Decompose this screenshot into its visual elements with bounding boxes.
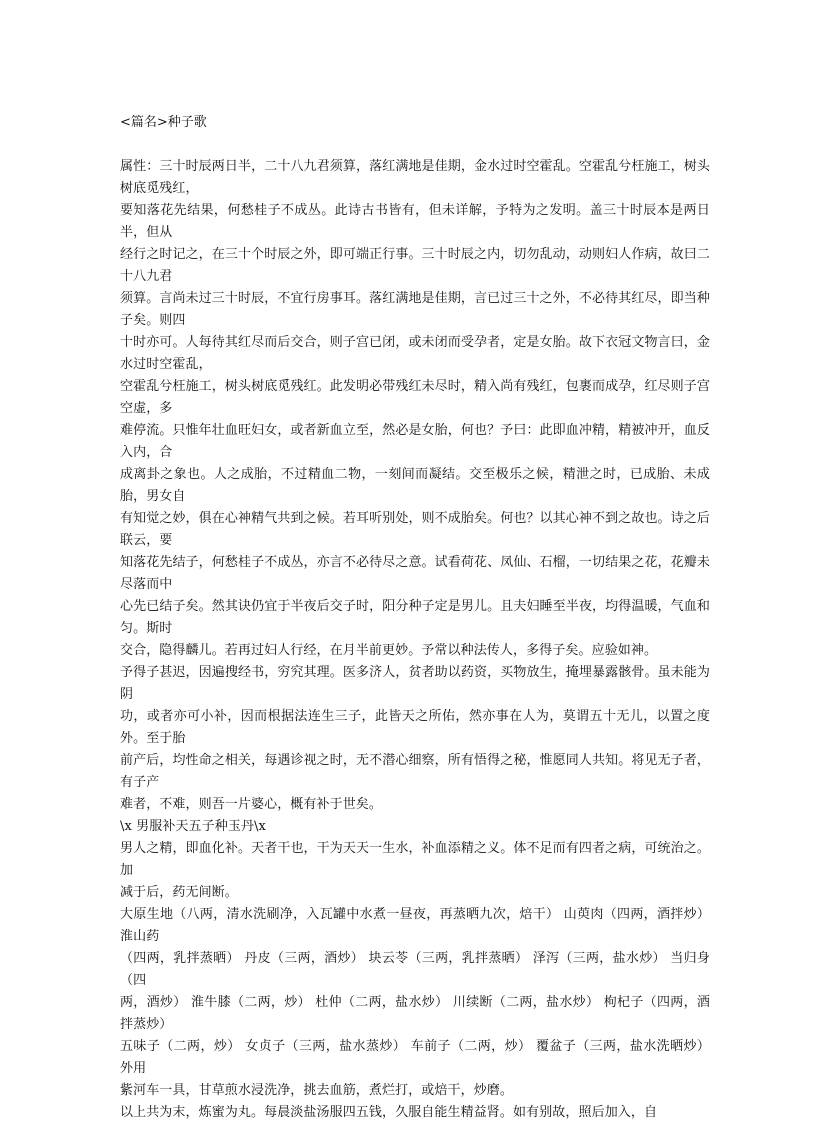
text-line: 难停流。只惟年壮血旺妇女，或者新血立至，然必是女胎，何也？予曰：此即血冲精，精被冲开，血反入内，合 xyxy=(120,423,710,460)
text-line: 前产后，均性命之相关，每遇诊视之时，无不潜心细察，所有悟得之秘，惟愿同人共知。将见无子者，有子产 xyxy=(120,753,710,790)
text-line: 经行之时记之，在三十个时辰之外，即可端正行事。三十时辰之内，切勿乱动，动则妇人作病，故曰二十八九君 xyxy=(120,247,710,284)
text-line: 减于后，药无间断。 xyxy=(120,885,238,900)
section-heading: \x 男服补天五子种玉丹\x xyxy=(120,819,266,834)
article-body xyxy=(120,156,710,1124)
text-line: 属性：三十时辰两日半，二十八九君须算，落红满地是佳期，金水过时空霍乱。空霍乱兮枉施工，树头树底觅残红， xyxy=(120,159,710,196)
text-line: 两，酒炒） 淮牛膝（二两，炒） 杜仲（二两，盐水炒） 川续断（二两，盐水炒） 枸杞子（四两，酒拌蒸炒） xyxy=(120,995,710,1032)
article-title: <篇名>种子歌 xyxy=(120,115,207,130)
text-line: 知落花先结子，何愁桂子不成丛，亦言不必待尽之意。试看荷花、凤仙、石榴，一切结果之花，花瓣未尽落而中 xyxy=(120,555,710,592)
text-line: 须算。言尚未过三十时辰，不宜行房事耳。落红满地是佳期，言已过三十之外，不必待其红尽，即当种子矣。则四 xyxy=(120,291,710,328)
document-page xyxy=(120,112,710,1124)
text-line: 五味子（二两，炒） 女贞子（三两，盐水蒸炒） 车前子（二两，炒） 覆盆子（三两，盐水洗晒炒） 外用 xyxy=(120,1039,710,1076)
text-line: 以上共为末，炼蜜为丸。每晨淡盐汤服四五钱，久服自能生精益肾。如有别故，照后加入，自 xyxy=(120,1105,658,1120)
text-line: 紫河车一具，甘草煎水浸洗净，挑去血筋，煮烂打，或焙干，炒磨。 xyxy=(120,1083,514,1098)
text-line: 十时亦可。人每待其红尽而后交合，则子宫已闭，或未闭而受孕者，定是女胎。故下衣冠文物言曰，金水过时空霍乱， xyxy=(120,335,710,372)
text-line: 成离卦之象也。人之成胎，不过精血二物，一刻间而凝结。交至极乐之候，精泄之时，已成胎、未成胎，男女自 xyxy=(120,467,710,504)
text-line: 功，或者亦可小补，因而根据法连生三子，此皆天之所佑，然亦事在人为，莫谓五十无儿，以置之度外。至于胎 xyxy=(120,709,710,746)
text-line: 要知落花先结果，何愁桂子不成丛。此诗古书皆有，但未详解，予特为之发明。盖三十时辰本是两日半，但从 xyxy=(120,203,710,240)
text-line: 予得子甚迟，因遍搜经书，穷究其理。医多济人，贫者助以药资，买物放生，掩埋暴露骸骨。虽未能为阴 xyxy=(120,665,710,702)
text-line: （四两，乳拌蒸晒） 丹皮（三两，酒炒） 块云苓（三两，乳拌蒸晒） 泽泻（三两，盐水炒） 当归身（四 xyxy=(120,951,710,988)
text-line: 男人之精，即血化补。天者干也，干为天天一生水，补血添精之义。体不足而有四者之病，可统治之。加 xyxy=(120,841,710,878)
text-line: 交合，隐得麟儿。若再过妇人行经，在月半前更妙。予常以种法传人，多得子矣。应验如神。 xyxy=(120,643,658,658)
text-line: 有知觉之妙，俱在心神精气共到之候。若耳听别处，则不成胎矣。何也？以其心神不到之故也。诗之后联云，要 xyxy=(120,511,710,548)
text-line: 空霍乱兮枉施工，树头树底觅残红。此发明必带残红未尽时，精入尚有残红，包裹而成孕，红尽则子宫空虚，多 xyxy=(120,379,710,416)
text-line: 心先已结子矣。然其诀仍宜于半夜后交子时，阳分种子定是男儿。且夫妇睡至半夜，均得温暖，气血和匀。斯时 xyxy=(120,599,710,636)
text-line: 大原生地（八两，清水洗刷净，入瓦罐中水煮一昼夜，再蒸晒九次，焙干） 山萸肉（四两，酒拌炒） 淮山药 xyxy=(120,907,710,944)
text-line: 难者，不难，则吾一片婆心，概有补于世矣。 xyxy=(120,797,383,812)
